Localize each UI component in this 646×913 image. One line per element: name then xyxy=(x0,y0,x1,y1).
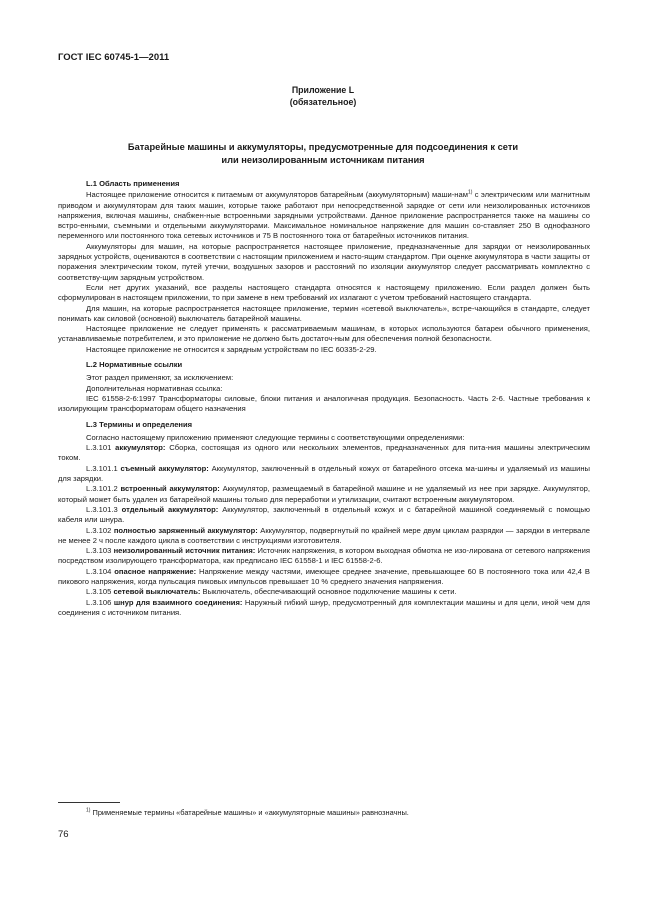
annex-title: Приложение L xyxy=(291,85,355,95)
scope-paragraph-1-start: Настоящее приложение относится к питаемым от аккумуляторов батарейным (аккумуляторным) маши-нам xyxy=(86,190,468,200)
term-definition xyxy=(58,464,590,485)
footnote-text: Применяемые термины «батарейные машины» и «аккумуляторные машины» равнозначны. xyxy=(90,808,409,817)
section-heading-references: L.2 Нормативные ссылки xyxy=(86,360,183,370)
term-name: сетевой выключатель: xyxy=(113,587,201,597)
term-definition xyxy=(58,443,590,464)
annex-heading-line-2: или неизолированным источникам питания xyxy=(221,154,425,165)
term-number: L.3.101 xyxy=(86,443,116,453)
scope-paragraph-2: Аккумуляторы для машин, на которые распространяется настоящее приложение, предназначенные для зарядки от неизолированных зарядных устройств, оцениваются в соответствии с настоящим приложением и насто-ящим стандартом. При оценке аккумулятора в части защиты от поражения электрическим током, путей утечки, воздушных зазоров и расстояний по изоляции аккумулятор следует рассматривать комплектно с соответству-щим зарядным устройством. xyxy=(58,241,590,282)
term-number: L.3.101.2 xyxy=(86,484,121,494)
term-text: Наружный гибкий шнур, предусмотренный для комплектации машины и для цели, иной чем для соединения с источником питания. xyxy=(58,597,590,617)
term-definition xyxy=(58,484,590,505)
term-text: Напряжение между частями, имеющее среднее значение, превышающее 60 В постоянного тока или 42,4 В пикового напряжения, когда пульсация пиковых импульсов превышает 10 % среднего значения напряжения. xyxy=(58,566,590,586)
terms-intro: Согласно настоящему приложению применяют следующие термины с соответствующими определениями: xyxy=(86,432,465,442)
annex-status: (обязательное) xyxy=(289,97,357,107)
term-definition xyxy=(58,546,590,567)
footnote-mark: 1) xyxy=(86,807,91,814)
term-number: L.3.104 xyxy=(86,566,115,576)
term-name: неизолированный источник питания: xyxy=(113,546,256,556)
annex-heading-line-1: Батарейные машины и аккумуляторы, предусмотренные для подсоединения к сети xyxy=(127,142,519,152)
scope-paragraph-5: Настоящее приложение не следует применять к рассматриваемым машинам, в которых используются батареи обычного применения, устанавливаемые потребителем, и это приложение не должно быть достаточ-ным для обеспечения полной безопасности. xyxy=(58,324,590,344)
footnote-divider xyxy=(58,802,120,803)
scope-paragraph-1-end: с электрическим или магнитным приводом и аккумуляторам для таких машин, которые также работают при непосредственной зарядке от сети или неизолированных источников напряжения, включая машины, снабжен-ные встроенными зарядными устройствами. Данное приложение распространяется также на машины со встро-енными, съемными и отдельными аккумуляторами. Максимальное номинальное напряжение для машин со-ставляет 250 В однофазного переменного или постоянного тока сетевых источников и 75 В постоянного тока от батарейных источников питания. xyxy=(58,190,590,241)
term-text: Аккумулятор, размещаемый в батарейной машине и не удаляемый из нее при зарядке. Аккумулятор, который может быть удален из батарейной машины только для переработки и утилизации, считают встроенным аккумулятором. xyxy=(58,484,590,504)
term-number: L.3.101.1 xyxy=(86,463,121,473)
references-paragraph-2: Дополнительная нормативная ссылка: xyxy=(86,383,223,393)
term-name: опасное напряжение: xyxy=(114,566,197,576)
term-text: Аккумулятор, подвергнутый по крайней мере двум циклам разрядки — зарядки в интервале не менее 2 ч после каждого цикла в соответствии с инструкциями изготовителя. xyxy=(58,525,590,545)
footnote-ref: 1) xyxy=(467,189,473,196)
term-definition xyxy=(58,598,590,619)
term-text: Источник напряжения, в котором выходная обмотка не изо-лирована от сетевого напряжения посредством изолирующего трансформатора, как предписано IEC 61558-1 и IEC 61558-2-6. xyxy=(58,546,590,566)
terms-list xyxy=(58,443,590,618)
section-heading-terms: L.3 Термины и определения xyxy=(86,419,193,429)
scope-paragraph-3: Если нет других указаний, все разделы настоящего стандарта относятся к настоящему приложению. Если раздел должен быть сформулирован в настоящем приложении, то при замене в нем требований их излагают с учетом требований настоящего стандарта. xyxy=(58,282,590,303)
term-definition xyxy=(58,505,590,526)
term-text: Сборка, состоящая из одного или нескольких элементов, предназначенных для пита-ния машины электрическим током. xyxy=(58,443,590,463)
scope-paragraph-6: Настоящее приложение не относится к зарядным устройствам по IEC 60335-2-29. xyxy=(86,344,377,354)
term-number: L.3.102 xyxy=(86,525,114,535)
footnote xyxy=(86,808,409,817)
term-text: Аккумулятор, заключенный в отдельный кожух от батарейного отсека ма-шины и удаляемый из машины для зарядки. xyxy=(58,463,590,484)
term-name: отдельный аккумулятор: xyxy=(121,504,219,514)
scope-paragraph-4: Для машин, на которые распространяется настоящее приложение, термин «сетевой выключатель», встре-чающийся в стандарте, следует понимать как силовой (основной) выключатель батарейной машины. xyxy=(58,303,590,323)
term-text: Выключатель, обеспечивающий основное подключение машины к сети. xyxy=(200,587,457,597)
term-name: встроенный аккумулятор: xyxy=(120,484,220,494)
page-number: 76 xyxy=(58,829,69,840)
term-definition xyxy=(58,567,590,588)
term-text: Аккумулятор, заключенный в отдельный кожух и с батарейной машиной соединяемый с помощью кабеля или шнура. xyxy=(58,504,590,525)
term-number: L.3.105 xyxy=(86,587,114,597)
term-name: съемный аккумулятор: xyxy=(120,463,209,473)
term-name: полностью заряженный аккумулятор: xyxy=(113,525,258,535)
term-definition xyxy=(58,526,590,547)
annex-label xyxy=(58,84,588,108)
term-number: L.3.103 xyxy=(86,546,114,556)
scope-paragraph-1 xyxy=(58,190,590,241)
references-paragraph-3: IEC 61558-2-6:1997 Трансформаторы силовые, блоки питания и аналогичная продукция. Безопасность. Часть 2-6. Частные требования к изолирующим трансформаторам общего назначения xyxy=(58,393,590,414)
annex-heading xyxy=(58,141,588,166)
term-number: L.3.101.3 xyxy=(86,504,122,514)
document-body xyxy=(58,179,590,618)
section-heading-scope: L.1 Область применения xyxy=(86,179,180,188)
references-paragraph-1: Этот раздел применяют, за исключением: xyxy=(86,373,234,383)
term-name: шнур для взаимного соединения: xyxy=(113,597,243,607)
term-name: аккумулятор: xyxy=(115,443,166,453)
term-number: L.3.106 xyxy=(86,597,114,607)
term-definition xyxy=(58,587,590,597)
standard-designation: ГОСТ IEC 60745-1—2011 xyxy=(58,52,170,63)
